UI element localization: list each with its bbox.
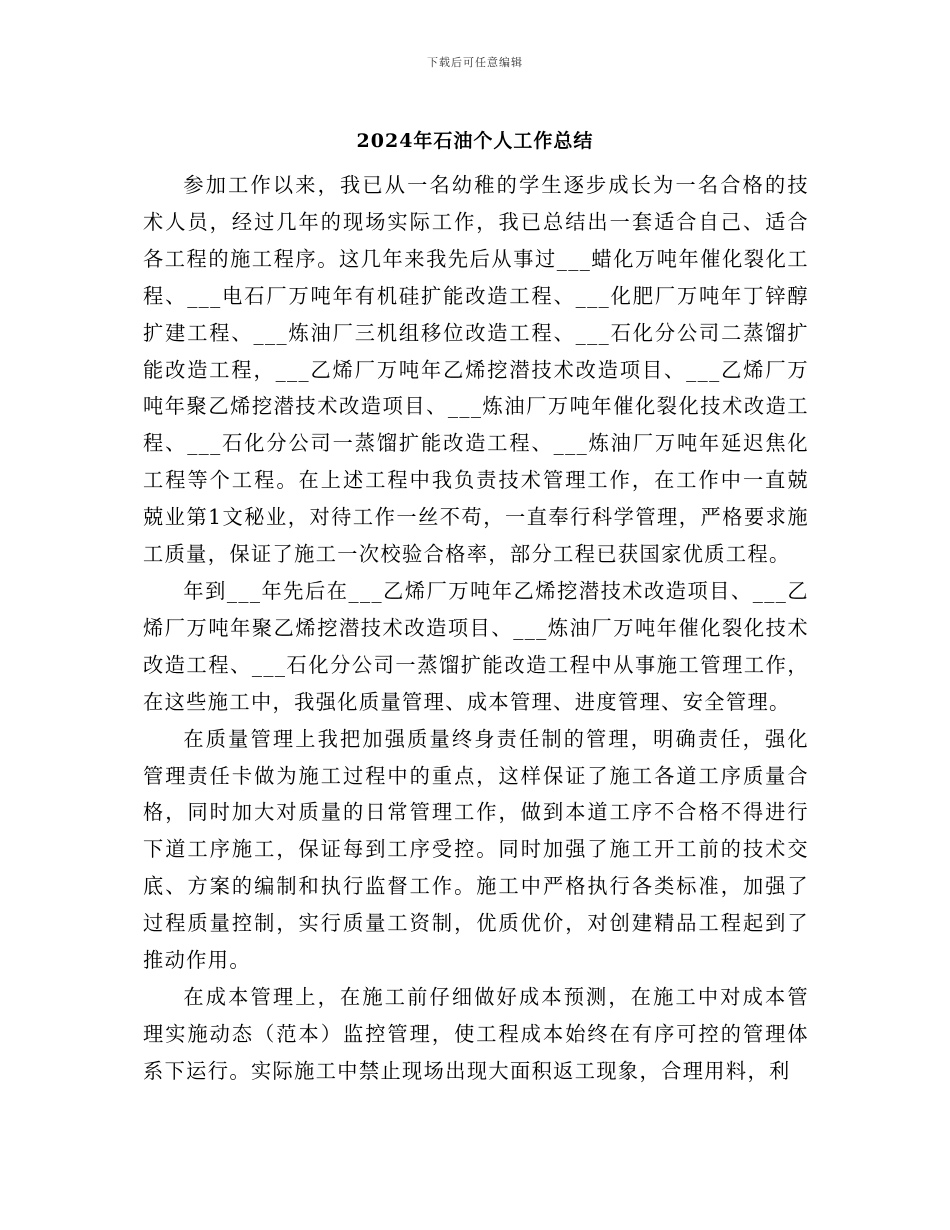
- paragraph-2: 年到___年先后在___乙烯厂万吨年乙烯挖潜技术改造项目、___乙烯厂万吨年聚乙烯挖潜技术改造项目、___炼油厂万吨年催化裂化技术改造工程、___石化分公司一蒸馏扩能改造工程中从事施工管理工作，在这些施工中，我强化质量管理、成本管理、进度管理、安全管理。: [143, 578, 809, 714]
- document-title: 2024年石油个人工作总结: [356, 130, 594, 152]
- header-note: 下载后可任意编辑: [427, 56, 523, 69]
- paragraph-4: 在成本管理上，在施工前仔细做好成本预测，在施工中对成本管理实施动态（范本）监控管理，使工程成本始终在有序可控的管理体系下运行。实际施工中禁止现场出现大面积返工现象，合理用料，利: [143, 984, 809, 1083]
- paragraph-1: 参加工作以来，我已从一名幼稚的学生逐步成长为一名合格的技术人员，经过几年的现场实际工作，我已总结出一套适合自己、适合各工程的施工程序。这几年来我先后从事过___蜡化万吨年催化裂化工程、___电石厂万吨年有机硅扩能改造工程、___化肥厂万吨年丁锌醇扩建工程、___炼油厂三机组移位改造工程、___石化分公司二蒸馏扩能改造工程，___乙烯厂万吨年乙烯挖潜技术改造项目、___乙烯厂万吨年聚乙烯挖潜技术改造项目、___炼油厂万吨年催化裂化技术改造工程、___石化分公司一蒸馏扩能改造工程、___炼油厂万吨年延迟焦化工程等个工程。在上述工程中我负责技术管理工作，在工作中一直兢兢业第1文秘业，对待工作一丝不苟，一直奉行科学管理，严格要求施工质量，保证了施工一次校验合格率，部分工程已获国家优质工程。: [143, 173, 809, 567]
- document-body: [143, 167, 809, 1090]
- paragraph-3: 在质量管理上我把加强质量终身责任制的管理，明确责任，强化管理责任卡做为施工过程中的重点，这样保证了施工各道工序质量合格，同时加大对质量的日常管理工作，做到本道工序不合格不得进行下道工序施工，保证每到工序受控。同时加强了施工开工前的技术交底、方案的编制和执行监督工作。施工中严格执行各类标准，加强了过程质量控制，实行质量工资制，优质优价，对创建精品工程起到了推动作用。: [143, 726, 809, 973]
